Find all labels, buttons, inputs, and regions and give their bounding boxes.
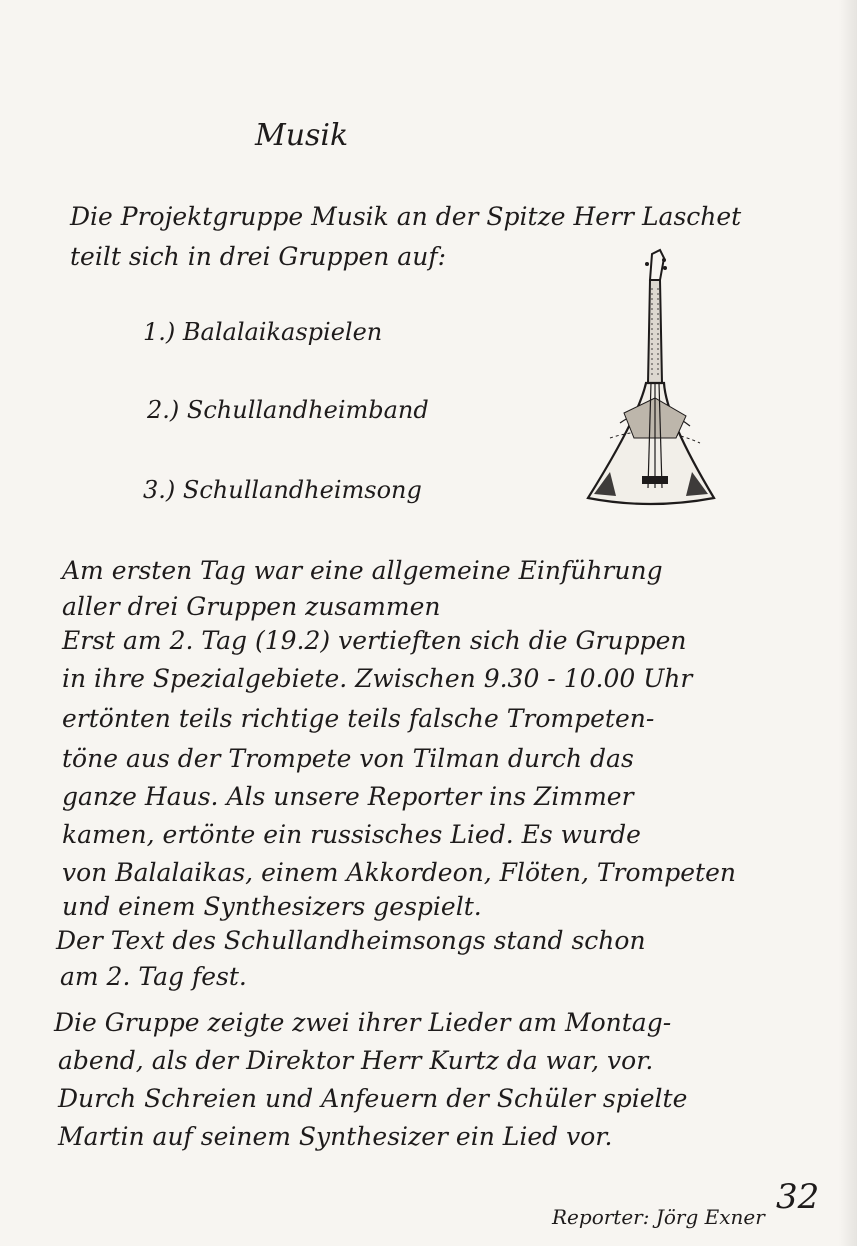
body-line: töne aus der Trompete von Tilman durch das bbox=[62, 744, 634, 773]
body-line: aller drei Gruppen zusammen bbox=[62, 592, 441, 621]
group-item: 1.) Balalaikaspielen bbox=[143, 318, 383, 346]
body-line: Erst am 2. Tag (19.2) vertieften sich die Gruppen bbox=[62, 626, 687, 655]
reporter-credit: Reporter: Jörg Exner bbox=[552, 1205, 765, 1229]
body-line: Der Text des Schullandheimsongs stand schon bbox=[56, 926, 646, 955]
body-line: ertönten teils richtige teils falsche Trompeten- bbox=[62, 704, 655, 733]
body-line: in ihre Spezialgebiete. Zwischen 9.30 - 10.00 Uhr bbox=[62, 664, 693, 693]
page-title: Musik bbox=[255, 118, 349, 153]
body-line: Am ersten Tag war eine allgemeine Einführung bbox=[62, 556, 663, 585]
page-number: 32 bbox=[776, 1177, 820, 1217]
body-line: Die Gruppe zeigte zwei ihrer Lieder am Montag- bbox=[54, 1008, 672, 1037]
intro-line: Die Projektgruppe Musik an der Spitze Herr Laschet bbox=[70, 202, 742, 231]
body-line: Martin auf seinem Synthesizer ein Lied vor. bbox=[58, 1122, 613, 1151]
intro-line: teilt sich in drei Gruppen auf: bbox=[70, 242, 446, 271]
balalaika-icon bbox=[580, 248, 720, 518]
body-line: kamen, ertönte ein russisches Lied. Es wurde bbox=[62, 820, 641, 849]
body-line: von Balalaikas, einem Akkordeon, Flöten, Trompeten bbox=[62, 858, 736, 887]
group-item: 2.) Schullandheimband bbox=[147, 396, 429, 424]
body-line: ganze Haus. Als unsere Reporter ins Zimmer bbox=[62, 782, 634, 811]
body-line: Durch Schreien und Anfeuern der Schüler spielte bbox=[58, 1084, 688, 1113]
body-line: am 2. Tag fest. bbox=[60, 962, 247, 991]
group-item: 3.) Schullandheimsong bbox=[143, 476, 422, 504]
page-edge bbox=[839, 0, 857, 1246]
body-line: abend, als der Direktor Herr Kurtz da war, vor. bbox=[58, 1046, 654, 1075]
body-line: und einem Synthesizers gespielt. bbox=[62, 892, 482, 921]
